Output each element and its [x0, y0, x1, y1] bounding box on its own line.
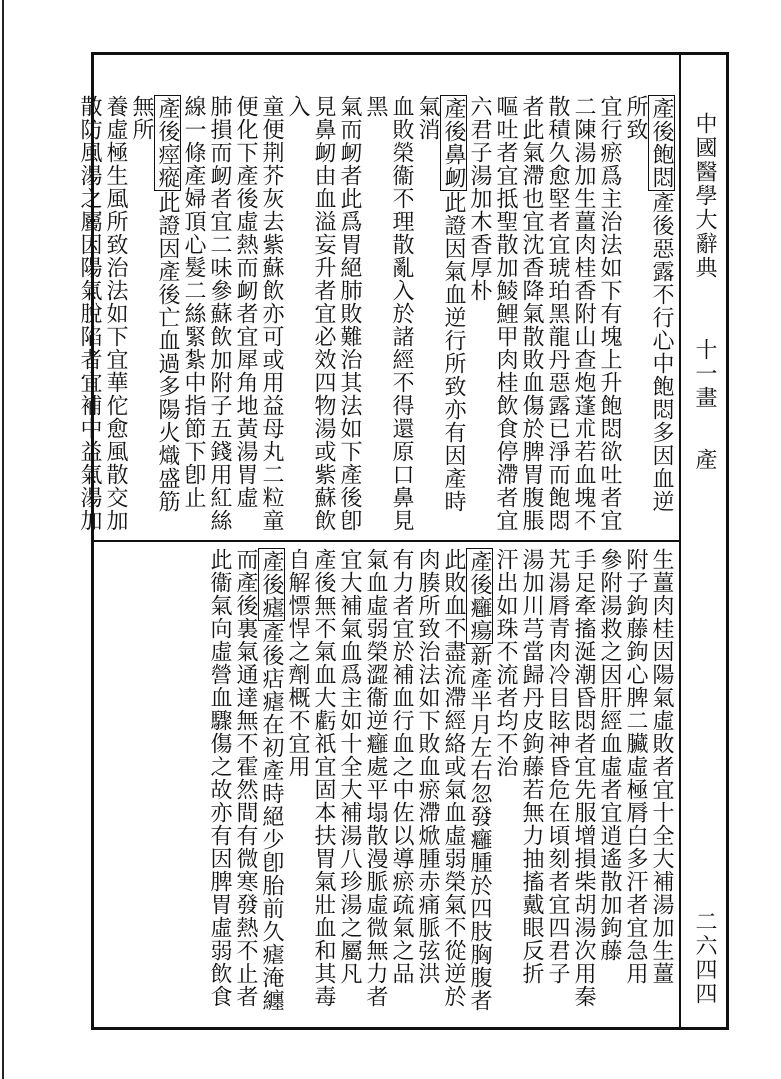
book-title: 中國醫學大辭典	[692, 112, 717, 280]
text-column: 肉腠所致治法如下敗血瘀滯焮腫赤痛脈弦洪	[415, 548, 440, 985]
text-column: 氣而衂者此爲胃絕肺敗難治其法如下產後卽	[337, 95, 362, 532]
text-column: 此衞氣向虛營血驟傷之故亦有因脾胃虛弱飲食	[207, 548, 232, 1008]
text-column: 而產後裏氣通達無不霍然間有微寒發熱不止者	[233, 548, 258, 1008]
text-column: 宜大補氣血爲主如十全大補湯八珍湯之屬凡	[337, 548, 362, 985]
text-column: 散防風湯之屬因陽氣脫陷者宜補中益氣湯加	[77, 95, 102, 532]
text-column	[414, 95, 466, 535]
text-column: 附子鉤藤鉤心脾二臟虛極脣白多汗者宜急用	[623, 548, 648, 985]
entry-text: 產後痁瘧在初產時絕少卽胎前久瘧淹纏	[259, 621, 284, 1012]
radical-char: 產	[692, 448, 717, 472]
binding-edge-line	[2, 0, 4, 1079]
running-header	[684, 112, 724, 472]
text-column: 湯加川芎當歸丹皮鉤藤若無力抽搐戴眼反折	[519, 548, 544, 985]
text-column	[128, 95, 180, 535]
text-column: 參附湯救之因肝經血虛者宜逍遙散加鉤藤	[597, 548, 622, 962]
entry-term: 產後飽悶	[649, 97, 674, 189]
text-column: 自解慓悍之劑概不宜用	[285, 548, 310, 778]
text-column: 艽湯脣青肉冷目眩神昏危在頃刻者宜四君子	[545, 548, 570, 985]
text-column: 產後無不氣血大虧祇宜固本扶胃氣壯血和其毒	[311, 548, 336, 1008]
text-column	[258, 548, 284, 1018]
entry-term: 產後痙瘲	[155, 97, 180, 189]
text-column: 生薑肉桂因陽氣虛敗者宜十全大補湯加生薑	[649, 548, 674, 985]
text-column: 見鼻衂由血溢妄升者宜必效四物湯或紫蘇飲入	[285, 95, 336, 532]
entry-text: 此證因氣血逆行所致亦有因產時氣消	[415, 95, 466, 513]
entry-text: 此證因產後亡血過多陽火熾盛筋無所	[129, 95, 180, 513]
text-column: 此敗血不盡流滯經絡或氣血虛弱榮氣不從逆於	[441, 548, 466, 1008]
text-column: 六君子湯加木香厚朴	[467, 95, 492, 302]
text-column: 汗出如珠不流者均不治	[493, 548, 518, 778]
text-column: 線一條產婦頂心髮二絲緊紮中指節下卽止	[181, 95, 206, 509]
text-column: 手足牽搐涎潮昏悶者宜先服增損柴胡湯次用秦	[571, 548, 596, 1008]
text-column: 氣血虛弱榮澀衞逆癰處平塌散漫脈虛微無力者	[363, 548, 388, 1008]
text-column	[466, 548, 492, 1018]
top-panel	[77, 95, 674, 535]
text-column: 養虛極生風所致治法如下宜華佗愈風散交加	[103, 95, 128, 532]
text-column: 童便荆芥灰去紫蘇飲亦可或用益母丸二粒童	[259, 95, 284, 532]
text-column: 宜行瘀爲主治法如下有塊上升飽悶欲吐者宜	[597, 95, 622, 532]
text-column: 二陳湯加生薑肉桂香附山查炮蓬朮若血塊不	[571, 95, 596, 532]
half-page-divider	[94, 540, 679, 542]
text-column: 散積久愈堅者宜琥珀黑龍丹惡露已淨而飽悶	[545, 95, 570, 532]
text-column: 有力者宜於補血行血之中佐以導瘀疏氣之品	[389, 548, 414, 985]
entry-text: 產後惡露不行心中飽悶多因血逆所致	[623, 95, 674, 513]
entry-term: 產後癰瘍	[467, 550, 492, 642]
text-column: 嘔吐者宜抵聖散加鯪鯉甲肉桂飲食停滯者宜	[493, 95, 518, 532]
page-number: 二六四四	[692, 910, 717, 1006]
text-column: 者此氣滯也宜沈香降氣散敗血傷於脾胃腹脹	[519, 95, 544, 532]
text-column: 便化下產後虛熱而衂者宜犀角地黃湯胃虛	[233, 95, 258, 509]
header-divider	[679, 52, 681, 1030]
text-column	[622, 95, 674, 535]
entry-term: 產後瘧	[259, 550, 284, 619]
stroke-section: 十一畫	[692, 338, 717, 410]
text-column: 肺損而衂者宜二味參蘇飲加附子五錢用紅絲	[207, 95, 232, 532]
entry-text: 新產半月左右忽發癰腫於四肢胸腹者	[467, 644, 492, 1012]
bottom-panel	[100, 548, 674, 1018]
entry-term: 產後鼻衂	[441, 97, 466, 189]
text-column: 血敗榮衞不理散亂入於諸經不得還原口鼻見黑	[363, 95, 414, 532]
